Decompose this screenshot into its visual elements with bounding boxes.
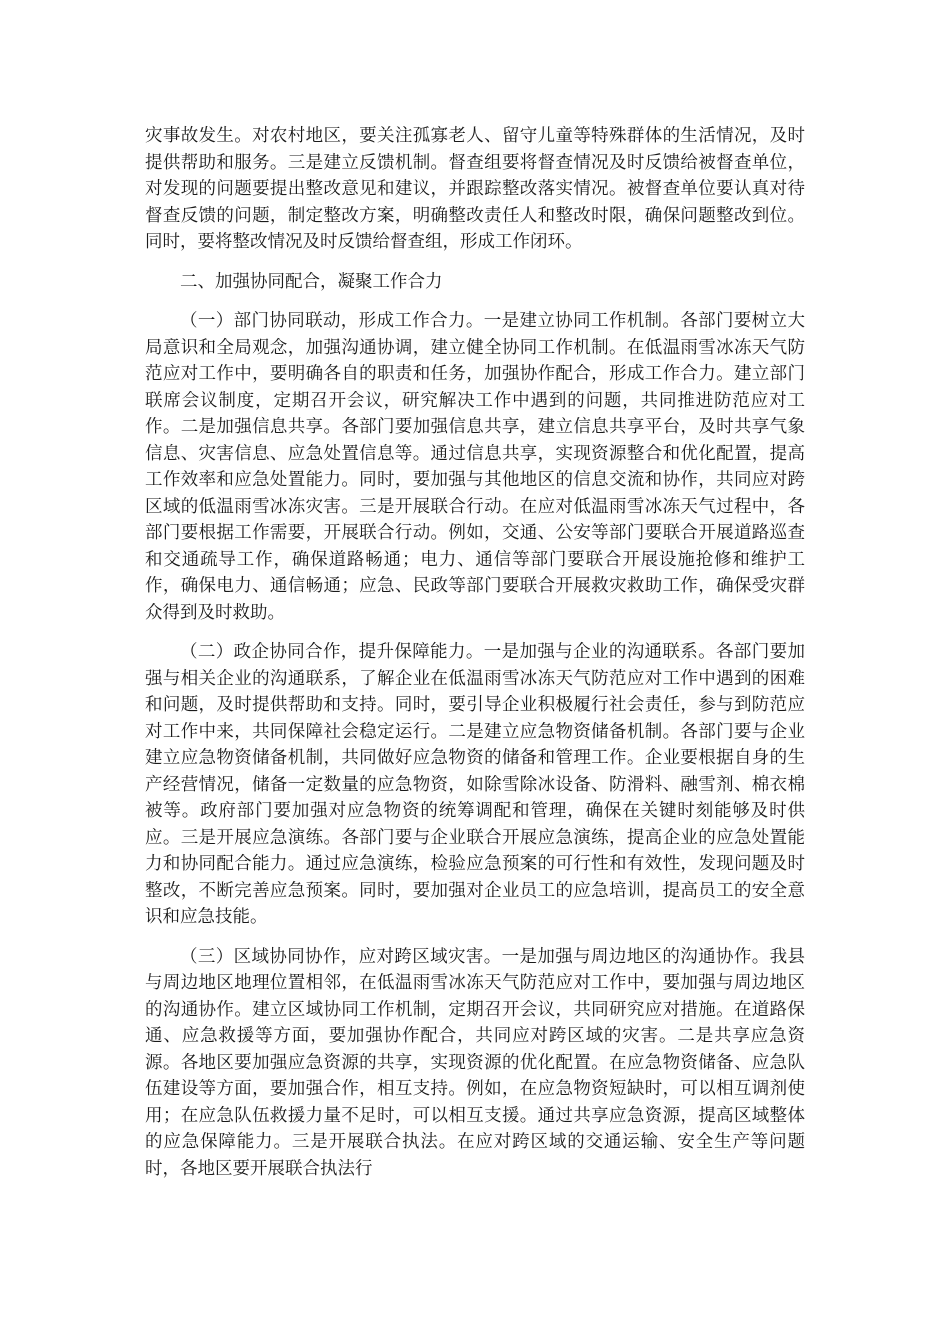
paragraph-subsection-2: （二）政企协同合作，提升保障能力。一是加强与企业的沟通联系。各部门要加强与相关企业的沟通联系，了解企业在低温雨雪冰冻天气防范应对工作中遇到的困难和问题，及时提供帮助和支持。同时，要引导企业积极履行社会责任，参与到防范应对工作中来，共同保障社会稳定运行。二是建立应急物资储备机制。各部门要与企业建立应急物资储备机制，共同做好应急物资的储备和管理工作。企业要根据自身的生产经营情况，储备一定数量的应急物资，如除雪除冰设备、防滑料、融雪剂、棉衣棉被等。政府部门要加强对应急物资的统筹调配和管理，确保在关键时刻能够及时供应。三是开展应急演练。各部门要与企业联合开展应急演练，提高企业的应急处置能力和协同配合能力。通过应急演练，检验应急预案的可行性和有效性，发现问题及时整改，不断完善应急预案。同时，要加强对企业员工的应急培训，提高员工的安全意识和应急技能。: [145, 642, 805, 927]
paragraph-subsection-1: （一）部门协同联动，形成工作合力。一是建立协同工作机制。各部门要树立大局意识和全局观念，加强沟通协调，建立健全协同工作机制。在低温雨雪冰冻天气防范应对工作中，要明确各自的职责和任务，加强协作配合，形成工作合力。建立部门联席会议制度，定期召开会议，研究解决工作中遇到的问题，共同推进防范应对工作。二是加强信息共享。各部门要加强信息共享，建立信息共享平台，及时共享气象信息、灾害信息、应急处置信息等。通过信息共享，实现资源整合和优化配置，提高工作效率和应急处置能力。同时，要加强与其他地区的信息交流和协作，共同应对跨区域的低温雨雪冰冻灾害。三是开展联合行动。在应对低温雨雪冰冻天气过程中，各部门要根据工作需要，开展联合行动。例如，交通、公安等部门要联合开展道路巡查和交通疏导工作，确保道路畅通；电力、通信等部门要联合开展设施抢修和维护工作，确保电力、通信畅通；应急、民政等部门要联合开展救灾救助工作，确保受灾群众得到及时救助。: [145, 311, 805, 623]
paragraph-continued: 灾事故发生。对农村地区，要关注孤寡老人、留守儿童等特殊群体的生活情况，及时提供帮助和服务。三是建立反馈机制。督查组要将督查情况及时反馈给被督查单位，对发现的问题要提出整改意见和建议，并跟踪整改落实情况。被督查单位要认真对待督查反馈的问题，制定整改方案，明确整改责任人和整改时限，确保问题整改到位。同时，要将整改情况及时反馈给督查组，形成工作闭环。: [145, 126, 805, 252]
document-page: [145, 123, 805, 1195]
paragraph-subsection-3: （三）区域协同协作，应对跨区域灾害。一是加强与周边地区的沟通协作。我县与周边地区地理位置相邻，在低温雨雪冰冻天气防范应对工作中，要加强与周边地区的沟通协作。建立区域协同工作机制，定期召开会议，共同研究应对措施。在道路保通、应急救援等方面，要加强协作配合，共同应对跨区域的灾害。二是共享应急资源。各地区要加强应急资源的共享，实现资源的优化配置。在应急物资储备、应急队伍建设等方面，要加强合作，相互支持。例如，在应急物资短缺时，可以相互调剂使用；在应急队伍救援力量不足时，可以相互支援。通过共享应急资源，提高区域整体的应急保障能力。三是开展联合执法。在应对跨区域的交通运输、安全生产等问题时，各地区要开展联合执法行: [145, 946, 805, 1179]
section-heading: 二、加强协同配合，凝聚工作合力: [180, 271, 443, 292]
